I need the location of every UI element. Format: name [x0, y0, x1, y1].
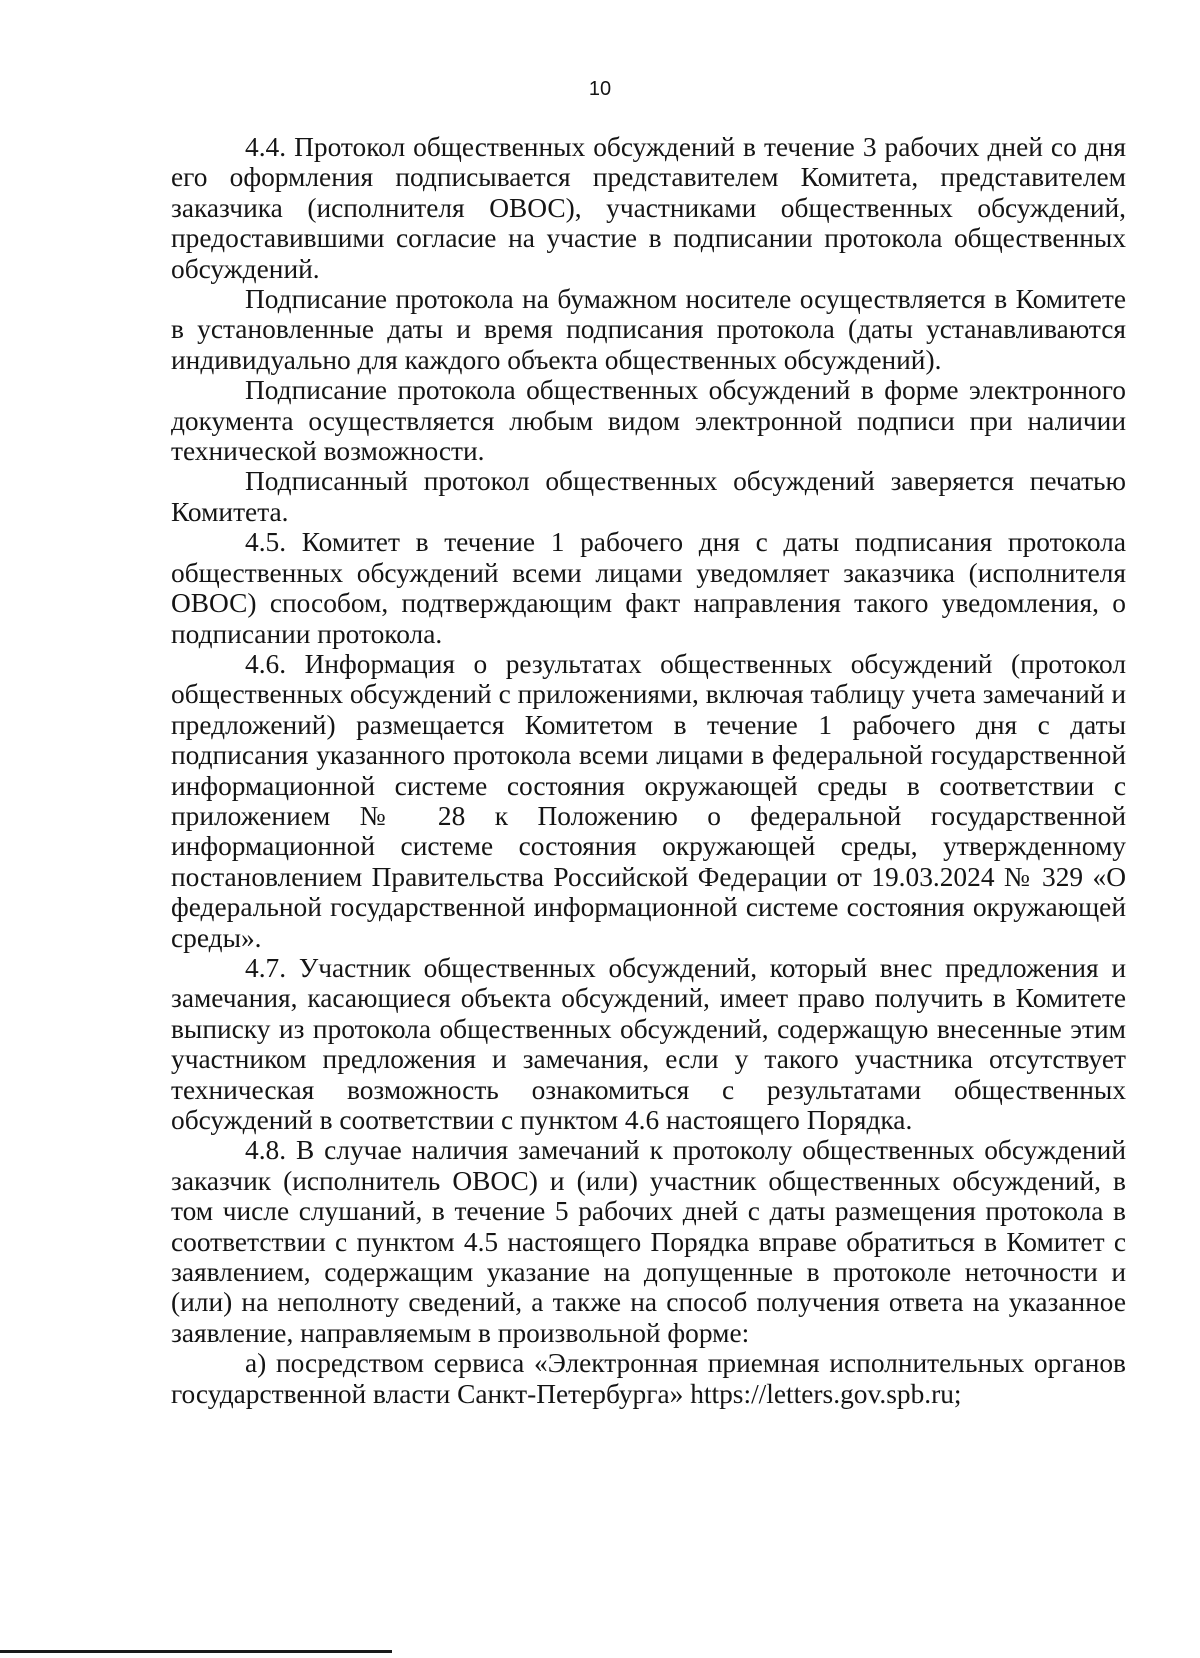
- document-body: [171, 132, 1126, 1409]
- paragraph-seal: Подписанный протокол общественных обсуждений заверяется печатью Комитета.: [171, 466, 1126, 527]
- paragraph-item-a: а) посредством сервиса «Электронная приемная исполнительных органов государственной власти Санкт-Петербурга» https://letters.gov.spb.ru;: [171, 1348, 1126, 1409]
- paragraph-4-6: 4.6. Информация о результатах общественных обсуждений (протокол общественных обсуждений с приложениями, включая таблицу учета замечаний и предложений) размещается Комитетом в течение 1 рабочего дня с даты подписания указанного протокола всеми лицами в федеральной государственной информационной системе состояния окружающей среды в соответствии с приложением № 28 к Положению о федеральной государственной информационной системе состояния окружающей среды, утвержденному постановлением Правительства Российской Федерации от 19.03.2024 № 329 «О федеральной государственной информационной системе состояния окружающей среды».: [171, 648, 1126, 953]
- page-number: 10: [588, 78, 612, 100]
- paragraph-4-8: 4.8. В случае наличия замечаний к протоколу общественных обсуждений заказчик (исполнитель ОВОС) и (или) участник общественных обсуждений, в том числе слушаний, в течение 5 рабочих дней с даты размещения протокола в соответствии с пунктом 4.5 настоящего Порядка вправе обратиться в Комитет с заявлением, содержащим указание на допущенные в протоколе неточности и (или) на неполноту сведений, а также на способ получения ответа на указанное заявление, направляемым в произвольной форме:: [171, 1135, 1126, 1348]
- paragraph-signing-electronic: Подписание протокола общественных обсуждений в форме электронного документа осуществляется любым видом электронной подписи при наличии технической возможности.: [171, 375, 1126, 467]
- footer-divider: [0, 1650, 392, 1653]
- paragraph-4-7: 4.7. Участник общественных обсуждений, который внес предложения и замечания, касающиеся объекта обсуждений, имеет право получить в Комитете выписку из протокола общественных обсуждений, содержащую внесенные этим участником предложения и замечания, если у такого участника отсутствует техническая возможность ознакомиться с результатами общественных обсуждений в соответствии с пунктом 4.6 настоящего Порядка.: [171, 952, 1126, 1135]
- paragraph-4-4: 4.4. Протокол общественных обсуждений в течение 3 рабочих дней со дня его оформления подписывается представителем Комитета, представителем заказчика (исполнителя ОВОС), участниками общественных обсуждений, предоставившими согласие на участие в подписании протокола общественных обсуждений.: [171, 132, 1126, 284]
- paragraph-4-5: 4.5. Комитет в течение 1 рабочего дня с даты подписания протокола общественных обсуждений всеми лицами уведомляет заказчика (исполнителя ОВОС) способом, подтверждающим факт направления такого уведомления, о подписании протокола.: [171, 527, 1126, 649]
- paragraph-signing-paper: Подписание протокола на бумажном носителе осуществляется в Комитете в установленные даты и время подписания протокола (даты устанавливаются индивидуально для каждого объекта общественных обсуждений).: [171, 284, 1126, 375]
